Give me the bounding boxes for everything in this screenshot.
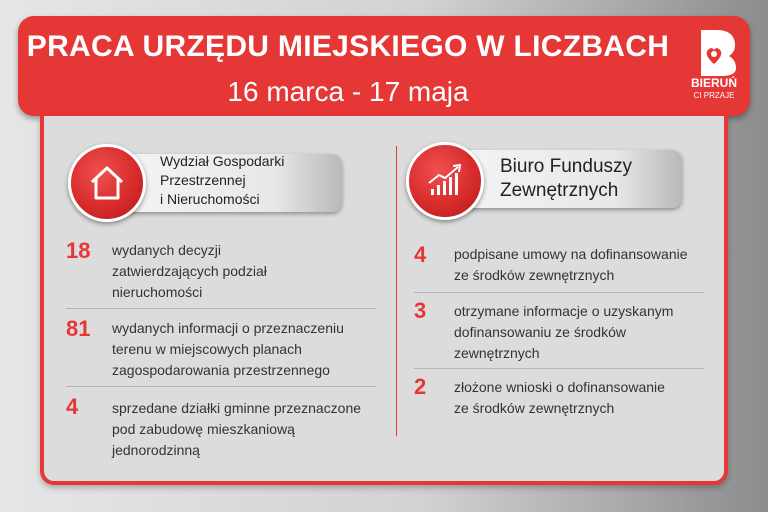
- stat-description: otrzymane informacje o uzyskanym dofinansowaniu ze środków zewnętrznych: [454, 303, 674, 361]
- left-title-line: Wydział Gospodarki: [160, 153, 285, 169]
- stat-number: 4: [414, 242, 427, 267]
- row-separator: [66, 386, 376, 387]
- right-title-line: Biuro Funduszy: [500, 156, 633, 177]
- row-separator: [66, 308, 376, 309]
- header-banner: [18, 16, 750, 116]
- house-icon: [87, 163, 127, 203]
- logo-tagline: CI PRZAJE: [693, 91, 735, 100]
- page-title: PRACA URZĘDU MIEJSKIEGO W LICZBACH: [26, 30, 670, 63]
- stat-number: 4: [66, 394, 79, 419]
- stats-card: [40, 116, 728, 485]
- bierun-logo-mark-icon: [684, 26, 744, 76]
- left-section-icon-circle: [68, 144, 146, 222]
- stat-description: sprzedane działki gminne przeznaczone pod zabudowę mieszkaniową jednorodzinną: [112, 400, 362, 458]
- stat-description: złożone wnioski o dofinansowanie ze środków zewnętrznych: [454, 379, 665, 416]
- stat-description: wydanych decyzji zatwierdzających podział nieruchomości: [112, 242, 267, 300]
- row-separator: [414, 368, 704, 369]
- stat-number: 3: [414, 298, 427, 323]
- left-title-line: Przestrzennej: [160, 172, 246, 188]
- stat-number: 18: [66, 238, 91, 263]
- stat-number: 81: [66, 316, 91, 341]
- bierun-logo: [684, 26, 744, 110]
- left-title-line: i Nieruchomości: [160, 191, 260, 207]
- stat-number: 2: [414, 374, 427, 399]
- date-range: 16 marca - 17 maja: [227, 76, 469, 107]
- row-separator: [414, 292, 704, 293]
- left-section-title: [160, 152, 284, 209]
- stat-description: wydanych informacji o przeznaczeniu terenu w miejscowych planach zagospodarowania przestrzennego: [112, 320, 344, 378]
- column-divider: [396, 146, 397, 436]
- logo-name: BIERUŃ: [690, 76, 737, 90]
- right-section-title: [500, 155, 632, 203]
- growth-chart-icon: [425, 161, 465, 201]
- right-title-line: Zewnętrznych: [500, 180, 619, 201]
- right-section-icon-circle: [406, 142, 484, 220]
- stat-description: podpisane umowy na dofinansowanie ze środków zewnętrznych: [454, 246, 688, 283]
